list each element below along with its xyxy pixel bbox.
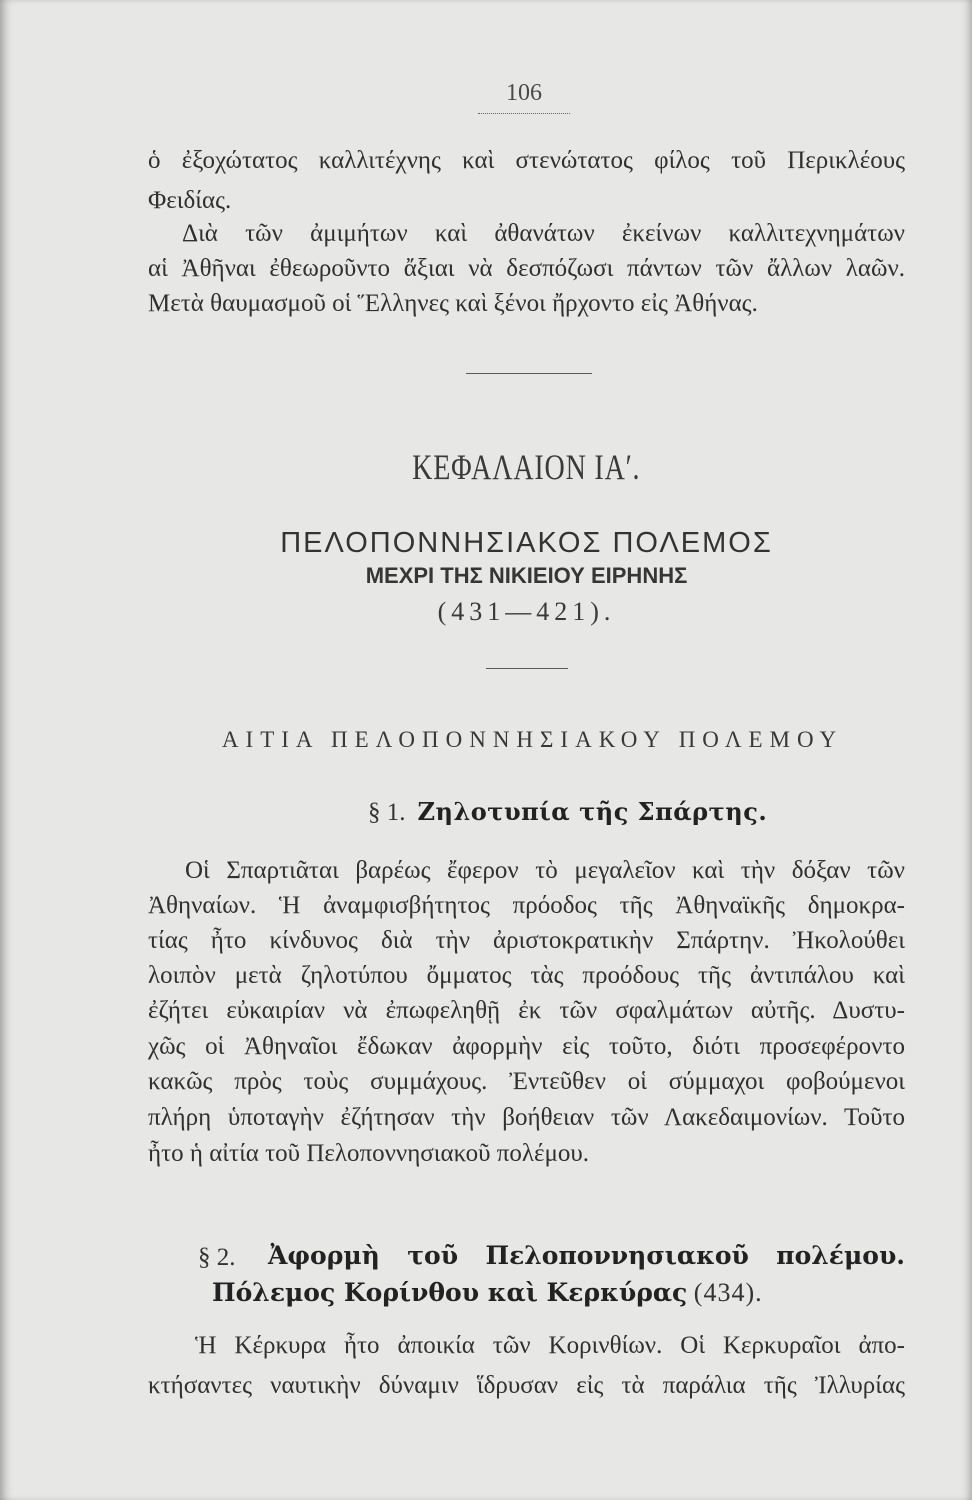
section-2-number: § 2. — [198, 1244, 236, 1271]
section-1-heading — [368, 796, 767, 829]
page-number: 106 — [506, 80, 542, 106]
divider-rule — [486, 668, 568, 669]
page-number-underline — [478, 113, 570, 114]
section-1-line: κακῶς πρὸς τοὺς συμμάχους. Ἐντεῦθεν οἱ σύμμαχοι φοβούμενοι — [148, 1068, 905, 1095]
section-1-title: Ζηλοτυπία τῆς Σπάρτης. — [417, 797, 768, 826]
section-2-line: κτήσαντες ναυτικὴν δύναμιν ἵδρυσαν εἰς τὰ παράλια τῆς Ἰλλυρίας — [148, 1372, 905, 1399]
section-1-line: τίας ἦτο κίνδυνος διὰ τὴν ἀριστοκρατικὴν Σπάρτην. Ἠκολούθει — [148, 927, 905, 954]
section-2-title-line-2 — [212, 1277, 763, 1309]
section-1-number: § 1. — [368, 799, 406, 826]
divider-rule — [466, 373, 592, 374]
chapter-title-text: ΚΕΦΑΛΑΙΟΝ ΙΑʹ. — [412, 447, 641, 487]
intro-line-4: αἱ Ἀθῆναι ἐθεωροῦντο ἄξιαι νὰ δεσπόζωσι πάντων τῶν ἄλλων λαῶν. — [148, 255, 905, 282]
section-2-title-date: (434). — [693, 1278, 763, 1307]
section-2-line: Ἡ Κέρκυρα ἦτο ἀποικία τῶν Κορινθίων. Οἱ Κερκυραῖοι ἀπο- — [195, 1332, 905, 1359]
intro-line-2: Φειδίας. — [148, 187, 232, 214]
chapter-subtitle-2: ΜΕΧΡΙ ΤΗΣ ΝΙΚΙΕΙΟΥ ΕΙΡΗΝΗΣ — [365, 563, 688, 588]
section-2-title-line-1: Ἀφορμὴ τοῦ Πελοποννησιακοῦ πολέμου. — [268, 1241, 905, 1270]
part-heading: ΑΙΤΙΑ ΠΕΛΟΠΟΝΝΗΣΙΑΚΟΥ ΠΟΛΕΜΟΥ — [221, 727, 844, 752]
section-1-line: πλήρη ὑποταγὴν ἐζήτησαν τὴν βοήθειαν τῶν Λακεδαιμονίων. Τοῦτο — [148, 1104, 905, 1131]
section-1-line: Ἀθηναίων. Ἡ ἀναμφισβήτητος πρόοδος τῆς Ἀθηναϊκῆς δημοκρα- — [148, 892, 905, 919]
chapter-title — [148, 446, 905, 488]
intro-line-1: ὁ ἐξοχώτατος καλλιτέχνης καὶ στενώτατος φίλος τοῦ Περικλέους — [148, 147, 905, 174]
section-1-line: Οἱ Σπαρτιᾶται βαρέως ἔφερον τὸ μεγαλεῖον καὶ τὴν δόξαν τῶν — [185, 857, 905, 884]
section-2-title-line-2-text: Πόλεμος Κορίνθου καὶ Κερκύρας — [212, 1278, 688, 1307]
section-1-line: λοιπὸν μετὰ ζηλοτύπου ὄμματος τὰς προόδους τῆς ἀντιπάλου καὶ — [148, 962, 905, 989]
intro-line-3: Διὰ τῶν ἀμιμήτων καὶ ἀθανάτων ἐκείνων καλλιτεχνημάτων — [182, 220, 905, 247]
section-1-line: ἦτο ἡ αἰτία τοῦ Πελοποννησιακοῦ πολέμου. — [148, 1140, 590, 1167]
section-1-line: ἐζήτει εὐκαιρίαν νὰ ἐπωφεληθῇ ἐκ τῶν σφαλμάτων αὐτῆς. Δυστυ- — [148, 997, 905, 1024]
intro-line-5: Μετὰ θαυμασμοῦ οἱ Ἕλληνες καὶ ξένοι ἤρχοντο εἰς Ἀθήνας. — [148, 290, 758, 317]
chapter-subtitle-1: ΠΕΛΟΠΟΝΝΗΣΙΑΚΟΣ ΠΟΛΕΜΟΣ — [280, 527, 773, 559]
section-1-line: χῶς οἱ Ἀθηναῖοι ἔδωκαν ἀφορμὴν εἰς τοῦτο, διότι προσεφέροντο — [148, 1033, 905, 1060]
chapter-dates: (431—421). — [437, 597, 616, 626]
